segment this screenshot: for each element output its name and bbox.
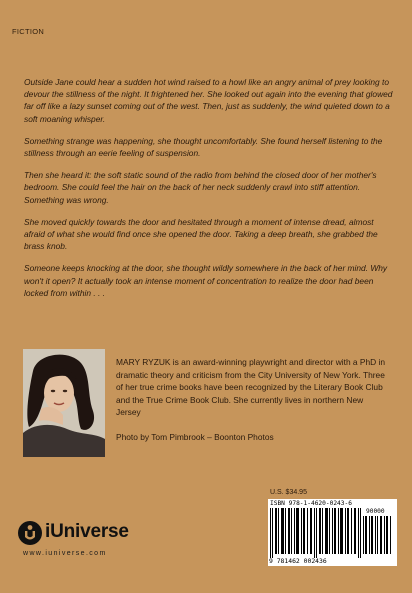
back-cover-blurb [24,76,394,309]
publisher-logo [17,520,157,560]
author-photo [23,349,105,457]
ean-number: 9 781462 002436 [269,557,327,565]
iuniverse-logo-icon [17,520,43,546]
genre-label: FICTION [12,27,45,36]
blurb-paragraph: Then she heard it: the soft static sound of the radio from behind the closed door of her mother's bedroom. She could feel the hair on the back of her neck suddenly crawl into stiff attention. Something was wrong. [24,170,377,205]
price-label: U.S. $34.95 [270,489,307,496]
blurb-paragraph: Something strange was happening, she thought uncomfortably. She found herself listening to the stillness through an eerie feeling of suspension. [24,135,383,159]
ean-barcode-bars [270,508,362,558]
addon-price-code: 90000 [366,508,385,515]
isbn-number: ISBN 978-1-4620-0243-6 [270,500,352,507]
blurb-paragraph: She moved quickly towards the door and hesitated through a moment of intense dread, almost afraid of what she would find once she opened the door. Taking a deep breath, she grabbed the brass knob. [24,216,378,252]
photo-credit: Photo by Tom Pimbrook – Boonton Photos [116,431,274,442]
blurb-paragraph: Outside Jane could hear a sudden hot wind raised to a howl like an angry animal of prey looking to devour the stillness of the night. It frightened her. She looked out again into the evening that glowed far off like a lazy sunset coming out of the west. Then, just as suddenly, the wind quieted down to a soft moaning whisper. [24,77,393,124]
publisher-name: iUniverse [45,521,129,542]
addon-barcode-bars [363,516,393,554]
author-bio-text: MARY RYZUK is an award-winning playwright and director with a PhD in dramatic theory and criticism from the City University of New York. Three of her true crime books have been recognized by the Literary Book Club and the True Crime Book Club. She currently lives in northern New Jersey [116,357,386,418]
isbn-barcode [268,499,397,566]
blurb-paragraph: Someone keeps knocking at the door, she thought wildly somewhere in the back of her mind. Why won't it open? It actually took an intense moment of concentration to realize the door had been locked from within . . . [24,263,388,298]
author-bio [116,356,386,444]
publisher-url[interactable]: www.iuniverse.com [23,550,107,557]
